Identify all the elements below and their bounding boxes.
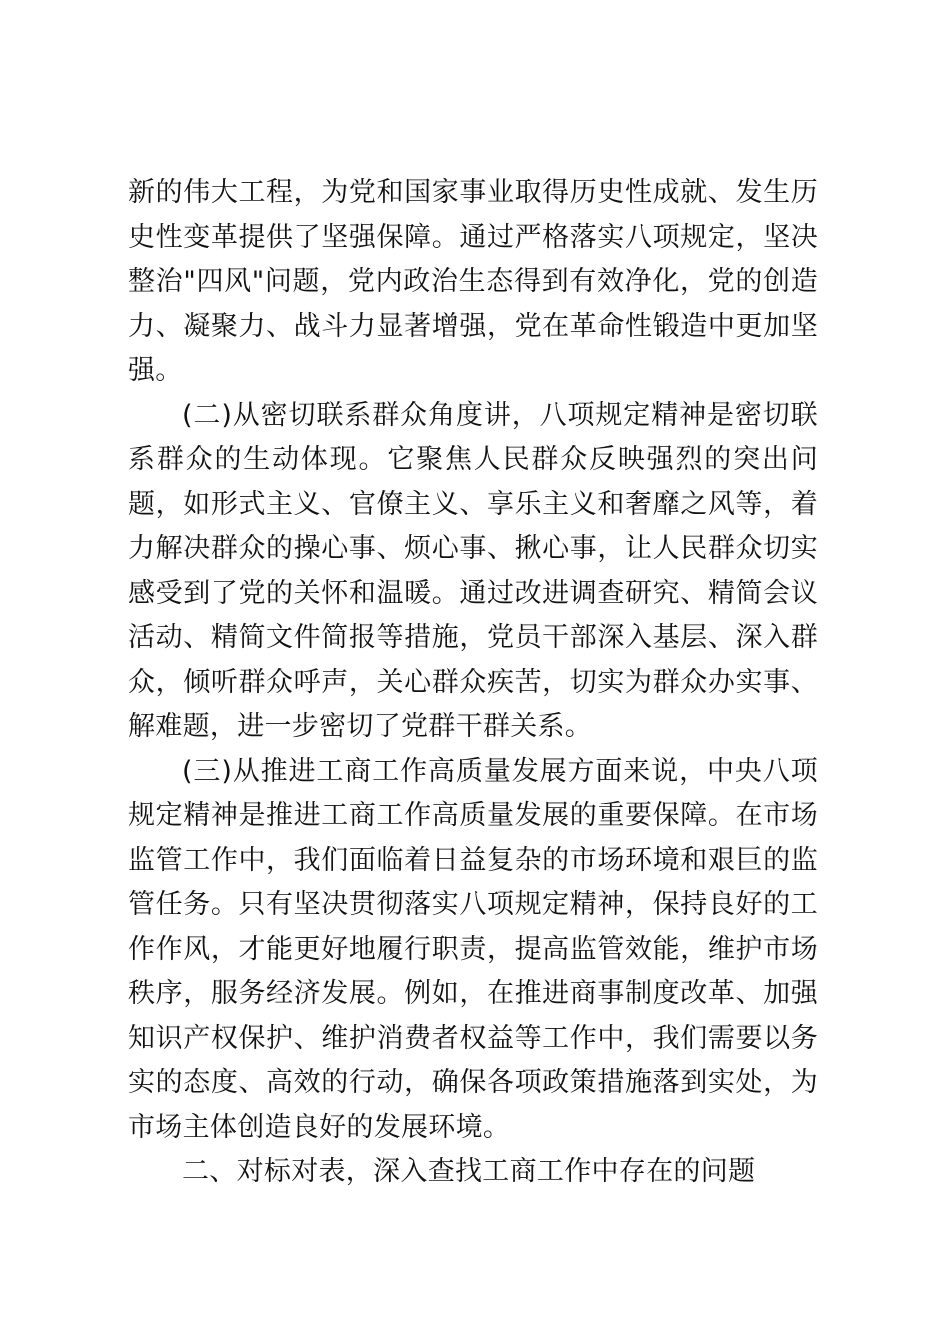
section-heading: 二、对标对表，深入查找工商工作中存在的问题 — [182, 1156, 756, 1187]
document-body — [128, 171, 818, 1195]
paragraph-section-2: (二)从密切联系群众角度讲，八项规定精神是密切联系群众的生动体现。它聚焦人民群众反映强烈的突出问题，如形式主义、官僚主义、享乐主义和奢靡之风等，着力解决群众的操心事、烦心事、揪心事，让人民群众切实感受到了党的关怀和温暖。通过改进调查研究、精简会议活动、精简文件简报等措施，党员干部深入基层、深入群众，倾听群众呼声，关心群众疾苦，切实为群众办实事、解难题，进一步密切了党群干群关系。 — [128, 399, 818, 742]
paragraph-section-3: (三)从推进工商工作高质量发展方面来说，中央八项规定精神是推进工商工作高质量发展的重要保障。在市场监管工作中，我们面临着日益复杂的市场环境和艰巨的监管任务。只有坚决贯彻落实八项规定精神，保持良好的工作作风，才能更好地履行职责，提高监管效能，维护市场秩序，服务经济发展。例如，在推进商事制度改革、加强知识产权保护、维护消费者权益等工作中，我们需要以务实的态度、高效的行动，确保各项政策措施落到实处，为市场主体创造良好的发展环境。 — [128, 755, 818, 1143]
paragraph-continuation: 新的伟大工程，为党和国家事业取得历史性成就、发生历史性变革提供了坚强保障。通过严格落实八项规定，坚决整治"四风"问题，党内政治生态得到有效净化，党的创造力、凝聚力、战斗力显著增强，党在革命性锻造中更加坚强。 — [128, 177, 818, 386]
